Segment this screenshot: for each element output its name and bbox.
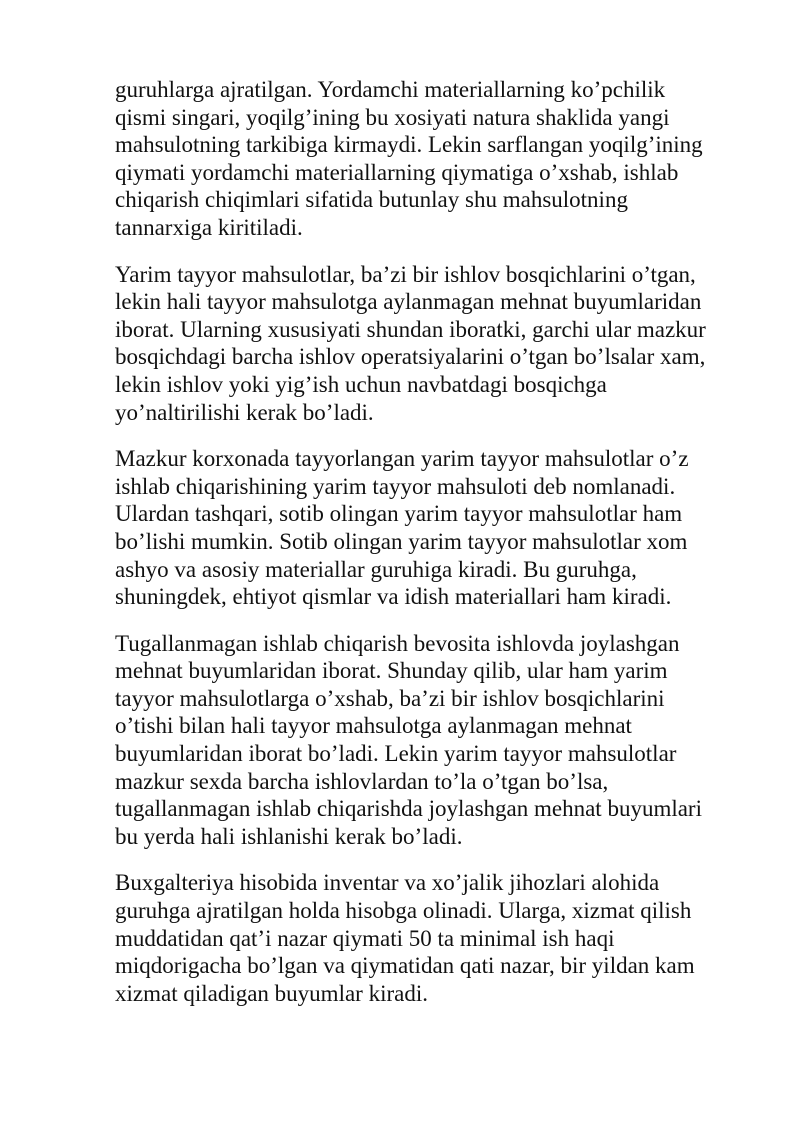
text-line: bosqichdagi barcha ishlov operatsiyalarini o’tgan bo’lsalar xam, (115, 344, 706, 370)
text-line: Ulardan tashqari, sotib olingan yarim tayyor mahsulotlar ham (115, 501, 683, 527)
paragraph-2 (115, 261, 755, 427)
text-line: o’tishi bilan hali tayyor mahsulotga aylanmagan mehnat (115, 713, 632, 739)
text-line: buyumlaridan iborat bo’ladi. Lekin yarim tayyor mahsulotlar (115, 741, 677, 767)
text-line: Yarim tayyor mahsulotlar, ba’zi bir ishlov bosqichlarini o’tgan, (115, 261, 696, 287)
paragraph-3 (115, 445, 755, 611)
text-line: shuningdek, ehtiyot qismlar va idish materiallari ham kiradi. (115, 584, 672, 610)
text-line: yo’naltirilishi kerak bo’ladi. (115, 399, 374, 425)
paragraph-5 (115, 869, 755, 1007)
text-line: miqdorigacha bo’lgan va qiymatidan qati nazar, bir yildan kam (115, 953, 695, 979)
text-line: xizmat qiladigan buyumlar kiradi. (115, 980, 428, 1006)
text-line: Tugallanmagan ishlab chiqarish bevosita ishlovda joylashgan (115, 630, 680, 656)
text-line: mahsulotning tarkibiga kirmaydi. Lekin sarflangan yoqilg’ining (115, 132, 703, 158)
text-line: muddatidan qat’i nazar qiymati 50 ta minimal ish haqi (115, 925, 615, 951)
text-line: tugallanmagan ishlab chiqarishda joylashgan mehnat buyumlari (115, 796, 702, 822)
text-line: guruhlarga ajratilgan. Yordamchi materiallarning ko’pchilik (115, 77, 666, 102)
paragraph-4 (115, 630, 755, 851)
text-line: lekin hali tayyor mahsulotga aylanmagan mehnat buyumlaridan (115, 289, 702, 315)
text-line: lekin ishlov yoki yig’ish uchun navbatdagi bosqichga (115, 371, 607, 397)
text-line: qismi singari, yoqilg’ining bu xosiyati natura shaklida yangi (115, 104, 670, 130)
document-page (115, 76, 755, 1026)
text-line: ashyo va asosiy materiallar guruhiga kiradi. Bu guruhga, (115, 556, 637, 582)
text-line: Mazkur korxonada tayyorlangan yarim tayyor mahsulotlar o’z (115, 446, 689, 472)
text-line: tannarxiga kiritiladi. (115, 214, 303, 240)
text-line: guruhga ajratilgan holda hisobga olinadi. Ularga, xizmat qilish (115, 898, 692, 924)
paragraph-1 (115, 76, 755, 242)
text-line: qiymati yordamchi materiallarning qiymatiga o’xshab, ishlab (115, 159, 679, 185)
text-line: Buxgalteriya hisobida inventar va xo’jalik jihozlari alohida (115, 870, 660, 896)
text-line: bu yerda hali ishlanishi kerak bo’ladi. (115, 823, 463, 849)
text-line: mehnat buyumlaridan iborat. Shunday qilib, ular ham yarim (115, 658, 668, 684)
text-line: bo’lishi mumkin. Sotib olingan yarim tayyor mahsulotlar xom (115, 528, 688, 554)
text-line: chiqarish chiqimlari sifatida butunlay shu mahsulotning (115, 187, 628, 213)
text-line: ishlab chiqarishining yarim tayyor mahsuloti deb nomlanadi. (115, 473, 676, 499)
text-line: mazkur sexda barcha ishlovlardan to’la o’tgan bo’lsa, (115, 768, 609, 794)
text-line: iborat. Ularning xususiyati shundan iboratki, garchi ular mazkur (115, 316, 706, 342)
text-line: tayyor mahsulotlarga o’xshab, ba’zi bir ishlov bosqichlarini (115, 685, 665, 711)
